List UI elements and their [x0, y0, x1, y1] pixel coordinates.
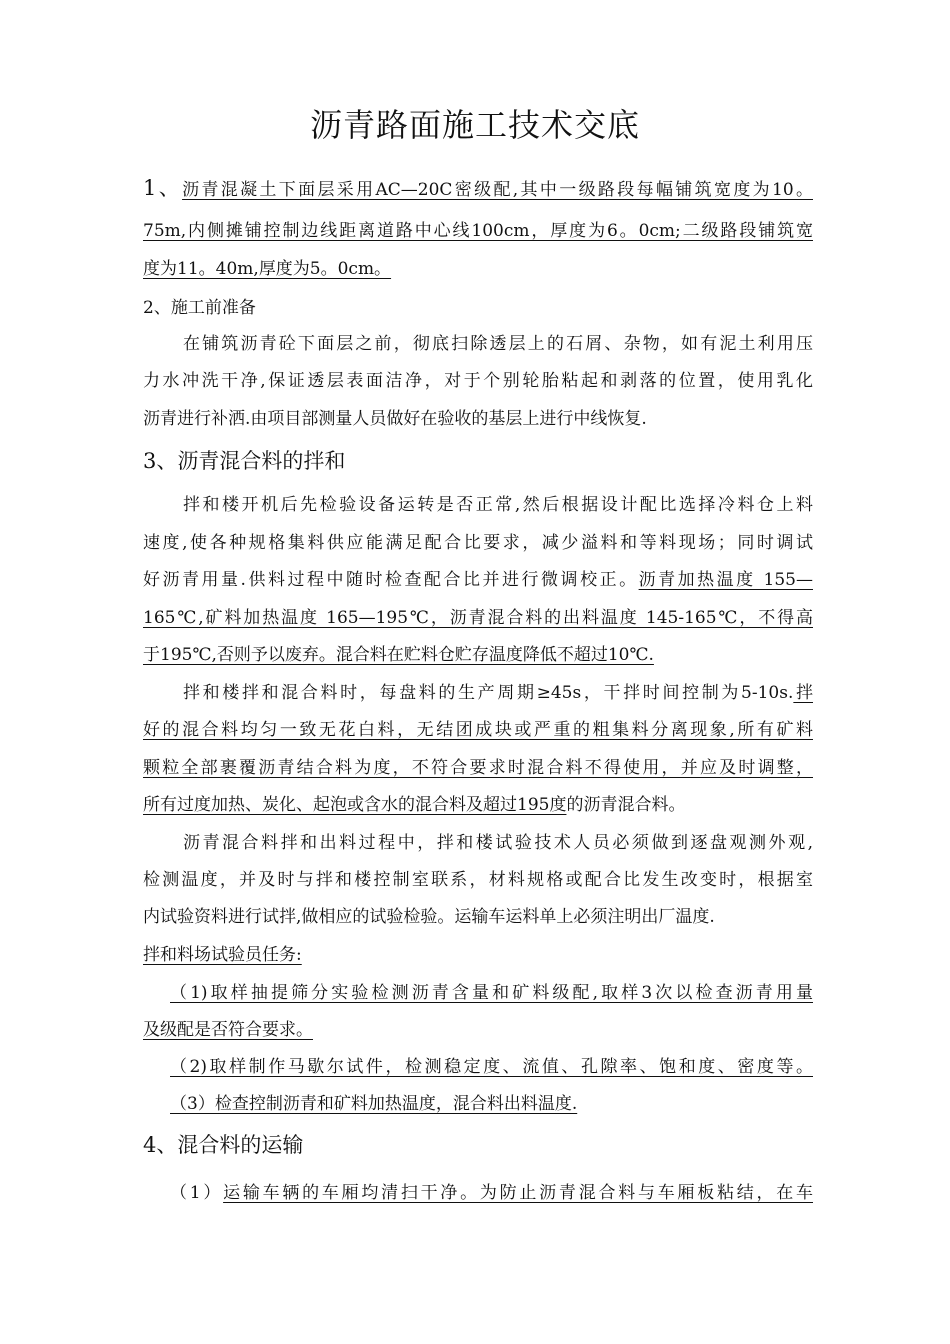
page-title: 沥青路面施工技术交底: [309, 106, 640, 144]
s3-a-line-3b: 沥青加热温度 155—: [638, 570, 813, 590]
s3-a-line-4: 165℃,矿料加热温度 165—195℃，沥青混合料的出料温度 145-165℃，不得高: [143, 608, 813, 628]
s2-para-line-2: 力水冲洗干净,保证透层表面洁净，对于个别轮胎粘起和剥落的位置，使用乳化: [143, 371, 813, 391]
s4-line-1b: 运输车辆的车厢均清扫干净。为防止沥青混合料与车厢板粘结，在车: [223, 1183, 813, 1203]
s3-task-heading: [143, 942, 813, 968]
s3-task-1-line-1: （1)取样抽提筛分实验检测沥青含量和矿料级配,取样3次以检查沥青用量: [170, 983, 813, 1003]
s1-text-1: 沥青混凝土下面层采用AC—20C密级配,其中一级路段每幅铺筑宽度为10。: [182, 180, 813, 200]
s3-heading: 3、沥青混合料的拌和: [143, 449, 346, 473]
s1-line-3: [143, 256, 813, 282]
s1-line-1: [143, 175, 813, 201]
s3-a-line-3a: 好沥青用量.供料过程中随时检查配合比并进行微调校正。: [143, 570, 639, 590]
s3-b-line-3: 颗粒全部裹覆沥青结合料为度，不符合要求时混合料不得使用，并应及时调整，: [143, 758, 813, 778]
s3-b-line-4b: 的沥青混合料。: [566, 795, 686, 815]
s4-heading: 4、混合料的运输: [143, 1133, 304, 1157]
s3-task-3-text: （3）检查控制沥青和矿料加热温度，混合料出料温度.: [170, 1094, 578, 1114]
s3-c-line-1: 沥青混合料拌和出料过程中，拌和楼试验技术人员必须做到逐盘观测外观,: [183, 833, 813, 853]
s3-task-text: 拌和料场试验员任务:: [143, 945, 302, 965]
s2-para-line-3: 沥青进行补洒.由项目部测量人员做好在验收的基层上进行中线恢复.: [143, 409, 647, 429]
s3-c-line-2: 检测温度，并及时与拌和楼控制室联系，材料规格或配合比发生改变时，根据室: [143, 870, 813, 890]
s1-num: 1、: [143, 176, 183, 200]
s3-a-line-3: [143, 567, 813, 593]
s3-c-line-3: 内试验资料进行试拌,做相应的试验检验。运输车运料单上必须注明出厂温度.: [143, 907, 715, 927]
s3-a-line-1: 拌和楼开机后先检验设备运转是否正常,然后根据设计配比选择冷料仓上料: [183, 495, 813, 515]
s4-line-1: [170, 1180, 813, 1206]
s3-a-line-2: 速度,使各种规格集料供应能满足配合比要求，减少溢料和等料现场；同时调试: [143, 533, 813, 553]
s3-b-line-4a: 所有过度加热、炭化、起泡或含水的混合料及超过195度: [143, 795, 567, 815]
s3-b-line-1b: 拌: [793, 683, 813, 703]
s3-b-line-1a: 拌和楼拌和混合料时，每盘料的生产周期≥45s，干拌时间控制为5-10s.: [183, 683, 794, 703]
s1-text-3: 度为11。40m,厚度为5。0cm。: [143, 259, 392, 279]
s3-a-line-5: [143, 642, 813, 668]
s3-task-2: （2)取样制作马歇尔试件，检测稳定度、流值、孔隙率、饱和度、密度等。: [170, 1057, 813, 1077]
s3-a-text-5: 于195℃,否则予以废弃。混合料在贮料仓贮存温度降低不超过10℃.: [143, 645, 654, 665]
s3-task-1-text-2: 及级配是否符合要求。: [143, 1020, 313, 1040]
s2-heading: 2、施工前准备: [143, 298, 256, 318]
s3-task-3: [170, 1091, 813, 1117]
s4-line-1a: （1）: [170, 1183, 224, 1203]
s1-line-2: 75m,内侧摊铺控制边线距离道路中心线100cm，厚度为6。0cm;二级路段铺筑宽: [143, 221, 813, 241]
s3-b-line-2: 好的混合料均匀一致无花白料，无结团成块或严重的粗集料分离现象,所有矿料: [143, 720, 813, 740]
s3-task-1-line-2: [143, 1017, 813, 1043]
s2-para-line-1: 在铺筑沥青砼下面层之前，彻底扫除透层上的石屑、杂物，如有泥土利用压: [183, 334, 813, 354]
s3-b-line-1: [183, 680, 813, 706]
s3-b-line-4: [143, 792, 813, 818]
